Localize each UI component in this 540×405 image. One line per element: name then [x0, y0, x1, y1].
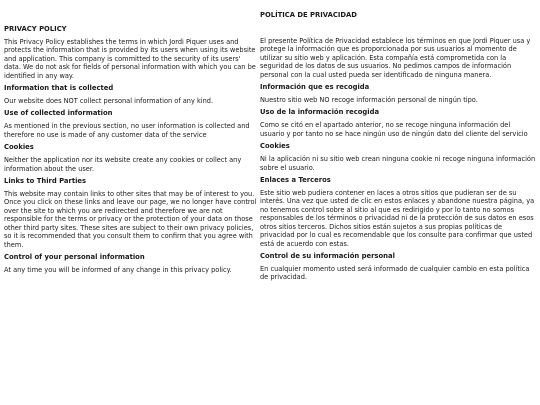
privacy-policy-page — [4, 0, 536, 282]
two-column-layout — [4, 0, 536, 282]
spanish-body-information-collected: Nuestro sitio web NO recoge información personal de ningún tipo. — [260, 96, 478, 105]
english-body-third-party-links: This website may contain links to other sites that may be of interest to you. Once you click on these links and leave our page, we no longer have control over the site to which you are redirected and therefore we are not responsible for the terms or privacy or the protection of your data on those other third party sites. These sites are subject to their own privacy policies, so it is recommended that you consult them to confirm that you agree with them. — [4, 190, 257, 249]
english-heading-control-personal-info: Control of your personal information — [4, 252, 145, 261]
english-title: PRIVACY POLICY — [4, 25, 67, 33]
spanish-heading-cookies: Cookies — [260, 142, 290, 151]
english-column — [4, 0, 258, 282]
english-heading-information-collected: Information that is collected — [4, 84, 114, 93]
spanish-intro: El presente Política de Privacidad establece los términos en que Jordi Piquer usa y protege la información que es proporcionada por sus usuarios al momento de utilizar su sitio web y aplicación. Esta compañía está comprometida con la seguridad de los datos de sus usuarios. No pedimos campos de información personal con la cual usted pueda ser identificado de ninguna manera. — [260, 37, 531, 79]
english-body-cookies: Neither the application nor its website create any cookies or collect any information about the user. — [4, 156, 242, 173]
english-heading-use-of-information: Use of collected information — [4, 109, 113, 118]
spanish-body-cookies: Ni la aplicación ni su sitio web crean ninguna cookie ni recoge ninguna información sobre el usuario. — [260, 155, 536, 172]
english-heading-third-party-links: Links to Third Parties — [4, 177, 87, 186]
english-intro: This Privacy Policy establishes the terms in which Jordi Piquer uses and protects the information that is provided by its users when using its website and application. This company is committed to the security of its users' data. We do not ask for fields of personal information with which you can be identified in any way. — [4, 38, 256, 80]
spanish-heading-third-party-links: Enlaces a Terceros — [260, 176, 331, 185]
spanish-title: POLÍTICA DE PRIVACIDAD — [260, 11, 357, 19]
spanish-body-third-party-links: Este sitio web pudiera contener en laces a otros sitios que pudieran ser de su interés. Una vez que usted de clic en estos enlaces y abandone nuestra página, ya no tenemos control sobre al sitio al que es redirigido y por lo tanto no somos responsables de los términos o privacidad ni de la protección de sus datos en esos otros sitios terceros. Dichos sitios están sujetos a sus propias políticas de privacidad por lo cual es recomendable que los consulte para confirmar que usted está de acuerdo con estas. — [260, 189, 535, 248]
english-heading-cookies: Cookies — [4, 143, 34, 152]
spanish-body-control-personal-info: En cualquier momento usted será informado de cualquier cambio en esta política de privacidad. — [260, 264, 530, 282]
spanish-column — [260, 0, 536, 282]
english-body-use-of-information: As mentioned in the previous section, no user information is collected and therefore no use is made of any customer data of the service — [4, 122, 250, 139]
english-body-control-personal-info: At any time you will be informed of any change in this privacy policy. — [4, 265, 232, 274]
english-body-information-collected: Our website does NOT collect personal information of any kind. — [4, 97, 214, 106]
spanish-body-use-of-information: Como se citó en el apartado anterior, no se recoge ninguna información del usuario y por tanto no se hace ningún uso de ningún dato del cliente del servicio — [260, 121, 528, 138]
spanish-heading-information-collected: Información que es recogida — [260, 83, 370, 92]
spanish-heading-use-of-information: Uso de la información recogida — [260, 108, 380, 117]
spanish-heading-control-personal-info: Control de su información personal — [260, 251, 395, 260]
